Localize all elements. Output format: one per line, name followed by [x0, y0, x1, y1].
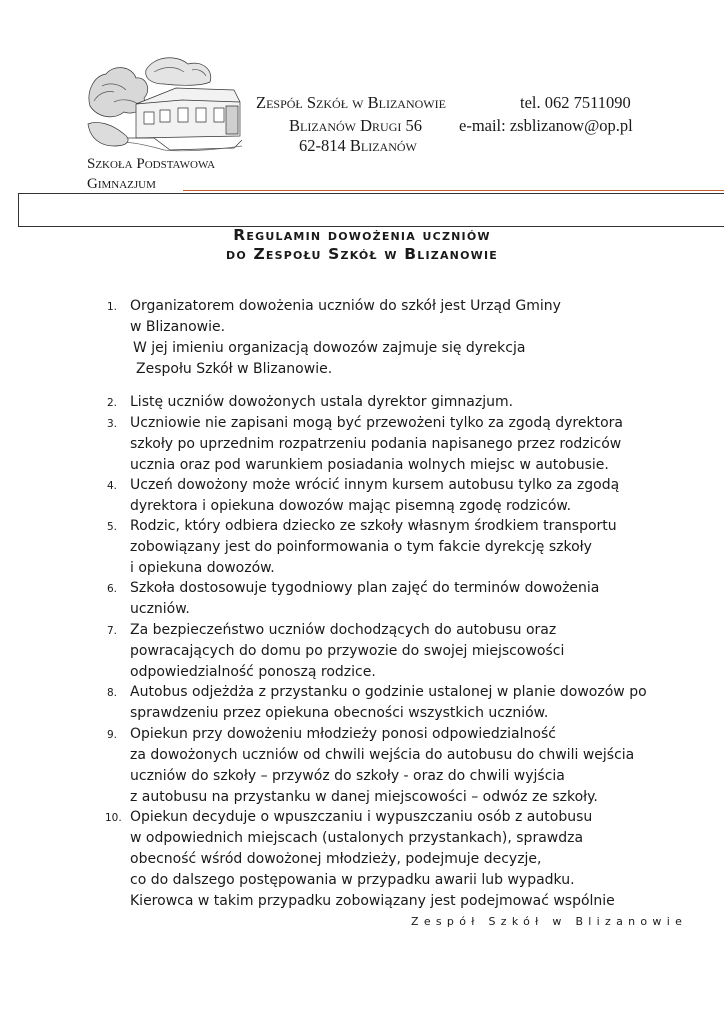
rule-line: szkoły po uprzednim rozpatrzeniu podania napisanego przez rodziców [130, 436, 622, 452]
rule-number: 6. [107, 583, 118, 595]
school-building-logo [84, 46, 244, 156]
rule-line: dyrektora i opiekuna dowozów mając pisemną zgodę rodziców. [130, 498, 572, 514]
school-type-gymnasium: Gimnazjum [87, 176, 156, 192]
rule-number: 4. [107, 480, 118, 492]
rule-line: zobowiązany jest do poinformowania o tym fakcie dyrekcję szkoły [130, 539, 592, 555]
rule-line: Szkoła dostosowuje tygodniowy plan zajęć do terminów dowożenia [130, 580, 600, 596]
rule-line: Rodzic, który odbiera dziecko ze szkoły własnym środkiem transportu [130, 518, 617, 534]
rule-line: w Blizanowie. [130, 319, 226, 335]
rule-line: Za bezpieczeństwo uczniów dochodzących do autobusu oraz [130, 622, 557, 638]
school-name: Zespół Szkół w Blizanowie [256, 93, 446, 112]
rule-line: obecność wśród dowożonej młodzieży, podejmuje decyzje, [130, 851, 542, 867]
rule-line: Listę uczniów dowożonych ustala dyrektor gimnazjum. [130, 394, 514, 410]
rule-line: Opiekun decyduje o wpuszczaniu i wypuszczaniu osób z autobusu [130, 809, 593, 825]
rule-number: 3. [107, 418, 118, 430]
rule-number: 5. [107, 521, 118, 533]
header-divider [183, 190, 724, 191]
rule-number: 8. [107, 687, 118, 699]
rule-line: powracających do domu po przywozie do swojej miejscowości [130, 643, 565, 659]
phone-number: tel. 062 7511090 [520, 93, 631, 112]
rule-line: Uczeń dowożony może wrócić innym kursem autobusu tylko za zgodą [130, 477, 620, 493]
rule-line: Opiekun przy dowożeniu młodzieży ponosi odpowiedzialność [130, 726, 556, 742]
rule-line: za dowożonych uczniów od chwili wejścia do autobusu do chwili wejścia [130, 747, 635, 763]
rule-line: w odpowiednich miejscach (ustalonych przystankach), sprawdza [130, 830, 584, 846]
school-type-primary: Szkoła Podstawowa [87, 156, 216, 172]
page-footer: Zespół Szkół w Blizanowie [411, 915, 688, 928]
rule-line: Kierowca w takim przypadku zobowiązany jest podejmować wspólnie [130, 893, 615, 909]
rule-line: odpowiedzialność ponoszą rodzice. [130, 664, 376, 680]
document-title-line-1: Regulamin dowożenia uczniów [233, 226, 491, 244]
rule-number: 9. [107, 729, 118, 741]
rule-line: sprawdzeniu przez opiekuna obecności wszystkich uczniów. [130, 705, 549, 721]
document-title-line-2: do Zespołu Szkół w Blizanowie [226, 245, 498, 263]
rule-line: uczniów do szkoły – przywóz do szkoły - oraz do chwili wyjścia [130, 768, 565, 784]
rule-number: 10. [105, 812, 122, 824]
rule-line: uczniów. [130, 601, 190, 617]
rule-line: W jej imieniu organizacją dowozów zajmuje się dyrekcja [133, 340, 526, 356]
rule-number: 7. [107, 625, 118, 637]
rule-line: i opiekuna dowozów. [130, 560, 275, 576]
rule-number: 2. [107, 397, 118, 409]
rule-line: Zespołu Szkół w Blizanowie. [136, 361, 333, 377]
rule-line: Organizatorem dowożenia uczniów do szkół jest Urząd Gminy [130, 298, 561, 314]
email-address: e-mail: zsblizanow@op.pl [459, 116, 633, 135]
postal-address: 62-814 Blizanów [299, 136, 417, 155]
rule-line: co do dalszego postępowania w przypadku awarii lub wypadku. [130, 872, 575, 888]
rule-line: z autobusu na przystanku w danej miejscowości – odwóz ze szkoły. [130, 789, 598, 805]
header-frame [18, 193, 724, 227]
rule-number: 1. [107, 301, 118, 313]
rule-line: Autobus odjeżdża z przystanku o godzinie ustalonej w planie dowozów po [130, 684, 647, 700]
street-address: Blizanów Drugi 56 [289, 116, 422, 135]
rule-line: ucznia oraz pod warunkiem posiadania wolnych miejsc w autobusie. [130, 457, 609, 473]
rule-line: Uczniowie nie zapisani mogą być przewożeni tylko za zgodą dyrektora [130, 415, 623, 431]
